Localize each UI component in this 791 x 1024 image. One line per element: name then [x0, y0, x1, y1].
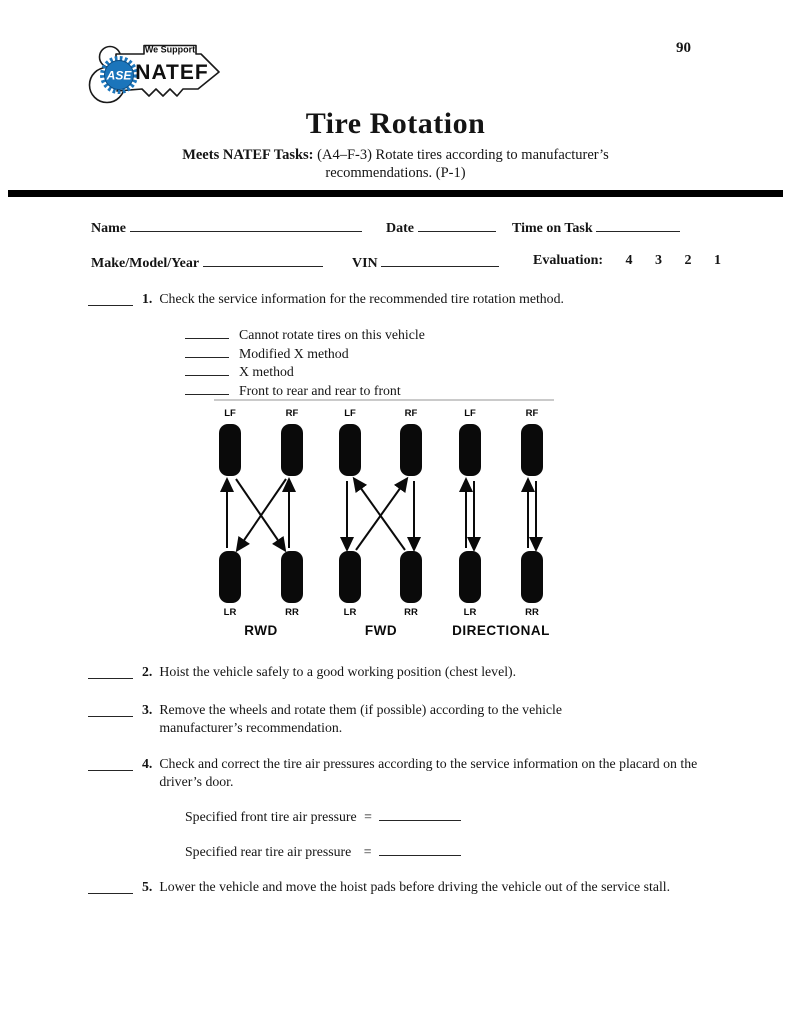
page-title: Tire Rotation: [305, 107, 486, 140]
method-option-label-3: X method: [239, 364, 294, 380]
rotation-method-options: [185, 325, 425, 399]
equals-sign: =: [364, 809, 372, 824]
diagram-group-fwd: [339, 408, 422, 638]
tire-rr: [400, 551, 422, 603]
name-label: Name: [91, 221, 126, 236]
tire-rf: [400, 424, 422, 476]
tire-lr: [459, 551, 481, 603]
tire-rf: [521, 424, 543, 476]
date-label: Date: [386, 221, 414, 236]
task-description: (A4–F-3) Rotate tires according to manufacturer’s: [317, 147, 609, 163]
equals-sign: =: [363, 844, 372, 859]
tire-rr: [521, 551, 543, 603]
diagram-caption-fwd: FWD: [364, 623, 398, 638]
evaluation-score-3: 3: [655, 253, 663, 268]
method-option-label-4: Front to rear and rear to front: [239, 382, 401, 398]
tire-rotation-diagram: [198, 397, 560, 642]
tire-label-rf: RF: [404, 408, 418, 419]
method-option-label-1: Cannot rotate tires on this vehicle: [239, 327, 425, 342]
ase-logo-text: ASE: [106, 68, 132, 83]
diagram-caption-rwd: RWD: [244, 623, 278, 638]
tire-label-lf: LF: [344, 408, 356, 419]
step-3-number: 3.: [142, 702, 153, 717]
tire-lr: [219, 551, 241, 603]
evaluation-score-2: 2: [684, 253, 692, 268]
arrow-rf-to-lr: [238, 479, 286, 549]
natef-ase-logo: [86, 42, 223, 109]
step-1-number: 1.: [142, 291, 153, 306]
rear-tire-pressure-label: Specified rear tire air pressure: [185, 844, 352, 859]
method-option-blank-2: [185, 344, 229, 358]
name-field: [91, 218, 362, 237]
make-model-year-blank-line: [203, 253, 323, 267]
method-option-blank-3: [185, 362, 229, 376]
make-model-year-label: Make/Model/Year: [91, 256, 200, 271]
method-option-row: [185, 362, 425, 381]
evaluation-label: Evaluation:: [533, 253, 604, 268]
evaluation-score-4: 4: [625, 253, 633, 268]
step-3-text: Remove the wheels and rotate them (if possible) according to the vehicle manufacturer’s recommendation.: [159, 702, 563, 735]
method-option-row: [185, 344, 425, 363]
step-2-text: Hoist the vehicle safely to a good working position (chest level).: [159, 664, 517, 679]
step-1-grade-blank: [88, 292, 133, 306]
tire-label-lf: LF: [224, 408, 236, 419]
method-option-blank-4: [185, 381, 229, 395]
tire-lf: [339, 424, 361, 476]
tire-label-rr: RR: [525, 607, 539, 618]
tire-label-rf: RF: [285, 408, 299, 419]
front-tire-pressure-label: Specified front tire air pressure: [185, 809, 357, 824]
tire-label-rr: RR: [404, 607, 418, 618]
diagram-group-directional: [452, 408, 550, 638]
step-4-number: 4.: [142, 756, 153, 771]
make-model-year-field: [91, 253, 323, 272]
tire-label-lr: LR: [223, 607, 237, 618]
tire-label-rf: RF: [525, 408, 539, 419]
tire-rr: [281, 551, 303, 603]
step-4-grade-blank: [88, 757, 133, 771]
front-tire-pressure-blank: [379, 807, 461, 821]
vin-blank-line: [381, 253, 499, 267]
tire-label-lr: LR: [343, 607, 357, 618]
vin-label: VIN: [352, 256, 378, 271]
meets-natef-tasks-label: Meets NATEF Tasks:: [182, 147, 314, 163]
subtitle-line-1: [0, 147, 791, 164]
vin-field: [352, 253, 499, 272]
subtitle-line-2: recommendations. (P-1): [325, 165, 466, 181]
step-5-number: 5.: [142, 879, 153, 894]
rear-tire-pressure-blank: [379, 842, 461, 856]
method-option-blank-1: [185, 325, 229, 339]
tire-rf: [281, 424, 303, 476]
tire-lf: [219, 424, 241, 476]
step-1: [88, 290, 688, 308]
time-on-task-label: Time on Task: [512, 221, 593, 236]
step-3-grade-blank: [88, 703, 133, 717]
method-option-label-2: Modified X method: [239, 345, 349, 361]
name-blank-line: [130, 218, 362, 232]
step-5-text: Lower the vehicle and move the hoist pads before driving the vehicle out of the service stall.: [159, 879, 671, 894]
tire-lf: [459, 424, 481, 476]
method-option-row: [185, 325, 425, 344]
front-tire-pressure-row: [185, 807, 461, 825]
step-2-number: 2.: [142, 664, 153, 679]
step-1-text: Check the service information for the recommended tire rotation method.: [159, 291, 564, 306]
logo-we-support-text: We Support: [144, 44, 196, 55]
rear-tire-pressure-row: [185, 842, 461, 860]
diagram-caption-directional: DIRECTIONAL: [452, 623, 550, 638]
tire-label-lr: LR: [463, 607, 477, 618]
step-5: [88, 878, 679, 896]
header-divider-rule: [8, 190, 783, 197]
date-field: [386, 218, 496, 237]
tire-label-lf: LF: [464, 408, 476, 419]
date-blank-line: [418, 218, 496, 232]
arrow-lf-to-rr: [236, 479, 284, 549]
time-on-task-blank-line: [596, 218, 680, 232]
step-4: [88, 755, 704, 790]
step-2: [88, 663, 708, 681]
tire-label-rr: RR: [285, 607, 299, 618]
step-2-grade-blank: [88, 665, 133, 679]
step-3: [88, 701, 644, 736]
page-number: 90: [676, 40, 691, 56]
tire-lr: [339, 551, 361, 603]
step-4-text: Check and correct the tire air pressures according to the service information on the placard on the driver’s door.: [159, 756, 698, 789]
time-on-task-field: [512, 218, 680, 237]
diagram-group-rwd: [219, 408, 303, 638]
evaluation-score-1: 1: [714, 253, 722, 268]
step-5-grade-blank: [88, 880, 133, 894]
logo-natef-text: NATEF: [135, 61, 209, 84]
evaluation-field: [533, 253, 721, 269]
